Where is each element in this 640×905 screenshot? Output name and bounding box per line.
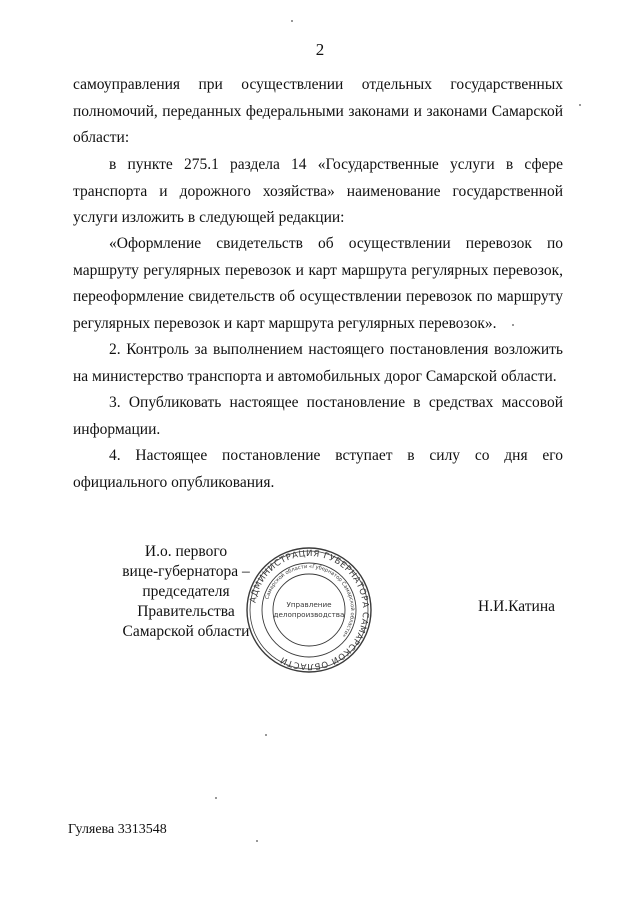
paragraph-line: на министерство транспорта и автомобильных дорог Самарской области.	[73, 367, 557, 385]
scan-speck	[512, 324, 514, 326]
paragraph-line: 2. Контроль за выполнением настоящего постановления возложить	[109, 341, 563, 358]
signer-name: Н.И.Катина	[478, 598, 555, 615]
scan-speck	[291, 20, 293, 22]
paragraph-line: переоформление свидетельств об осуществлении перевозок по маршруту	[73, 288, 563, 305]
seal-inner-text: Самарской области «Губернатор Самарской области»	[264, 563, 356, 639]
signer-position-line: И.о. первого	[144, 543, 228, 560]
signer-position-line: вице-губернатора –	[122, 563, 250, 580]
paragraph-line: официального опубликования.	[73, 473, 275, 491]
paragraph-line: «Оформление свидетельств об осуществлении перевозок по	[109, 235, 563, 252]
paragraph-item-4	[73, 443, 563, 496]
paragraph-line: 4. Настоящее постановление вступает в силу со дня его	[109, 447, 563, 464]
seal-center-line: Управление	[286, 600, 332, 609]
paragraph-new-wording	[73, 231, 563, 337]
signer-position-line: председателя Правительства	[137, 583, 235, 620]
paragraph-line: полномочий, переданных федеральными законами и законами Самарской	[73, 102, 563, 120]
paragraph-line: транспорта и дорожного хозяйства» наименование государственной	[73, 182, 563, 200]
paragraph-item-2	[73, 337, 563, 390]
paragraph-continuation	[73, 72, 563, 152]
scan-speck	[579, 104, 581, 106]
seal-center-line: делопроизводства	[273, 610, 345, 619]
signer-position-line: Самарской области	[122, 623, 250, 640]
paragraph-line: маршруту регулярных перевозок и карт маршрута регулярных перевозок,	[73, 261, 563, 279]
paragraph-line: области:	[73, 129, 130, 146]
paragraph-line: услуги изложить в следующей редакции:	[73, 209, 345, 226]
paragraph-line: 3. Опубликовать настоящее постановление в средствах массовой	[109, 394, 563, 411]
page-number: 2	[315, 40, 325, 59]
paragraph-item-3	[73, 390, 563, 443]
paragraph-clause-275-1	[73, 152, 563, 232]
paragraph-line: в пункте 275.1 раздела 14 «Государственные услуги в сфере	[109, 156, 563, 173]
scan-speck	[215, 797, 217, 799]
official-seal	[245, 546, 373, 674]
paragraph-line: информации.	[73, 420, 161, 438]
scan-speck	[265, 734, 267, 736]
paragraph-line: регулярных перевозок и карт маршрута регулярных перевозок».	[73, 314, 497, 332]
seal-outer-text: АДМИНИСТРАЦИЯ ГУБЕРНАТОРА САМАРСКОЙ ОБЛАСТИ	[248, 548, 371, 672]
paragraph-line: самоуправления при осуществлении отдельных государственных	[73, 76, 563, 93]
executor-contact: Гуляева 3313548	[68, 822, 167, 837]
scan-speck	[256, 840, 258, 842]
